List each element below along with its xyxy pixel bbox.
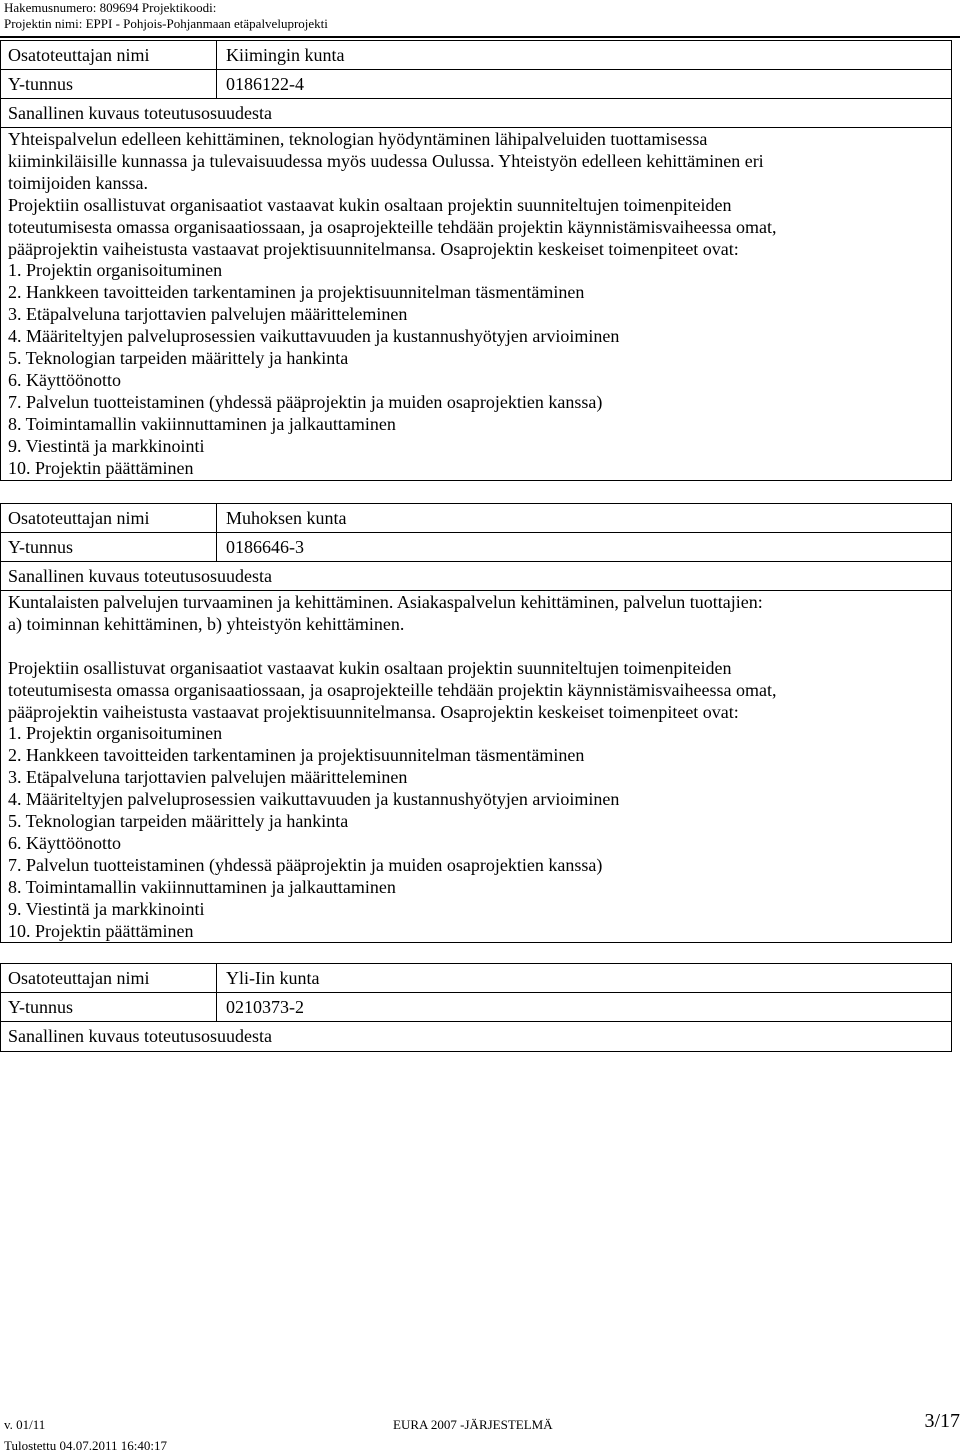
description-line: toteutumisesta omassa organisaatiossaan, ja osaprojekteille tehdään projektin käynnistämisvaiheessa omat,: [8, 679, 777, 700]
description-line: Kuntalaisten palvelujen turvaaminen ja kehittäminen. Asiakaspalvelun kehittäminen, palvelun tuottajien:: [8, 592, 763, 612]
task-item: 9. Viestintä ja markkinointi: [8, 898, 205, 919]
description-line: kiiminkiläisille kunnassa ja tulevaisuudessa myös uudessa Oulussa. Yhteistyön edelleen kehittäminen eri: [8, 150, 764, 171]
partner-block-yli-ii: [0, 963, 952, 1052]
description-text: [1, 591, 951, 942]
ytunnus-label: Y-tunnus: [1, 993, 217, 1021]
page-number: 3/17: [924, 1410, 960, 1432]
ytunnus-row: [1, 533, 951, 562]
task-item: 8. Toimintamallin vakiinnuttaminen ja jalkauttaminen: [8, 876, 396, 897]
description-line: Yhteispalvelun edelleen kehittäminen, teknologian hyödyntäminen lähipalveluiden tuottamisessa: [8, 129, 708, 149]
task-item: 5. Teknologian tarpeiden määrittely ja hankinta: [8, 811, 349, 832]
partner-name-value: Muhoksen kunta: [226, 508, 347, 528]
description-line: Projektiin osallistuvat organisaatiot vastaavat kukin osaltaan projektin suunniteltujen toimenpiteiden: [8, 194, 732, 215]
ytunnus-label: Y-tunnus: [1, 70, 217, 98]
description-label-row: [1, 99, 951, 128]
description-label: Sanallinen kuvaus toteutusosuudesta: [8, 1026, 272, 1046]
partner-name-row: [1, 504, 951, 533]
task-item: 7. Palvelun tuotteistaminen (yhdessä pääprojektin ja muiden osaprojektien kanssa): [8, 391, 603, 412]
partner-name-row: [1, 41, 951, 70]
ytunnus-row: [1, 70, 951, 99]
partner-name-value: Yli-Iin kunta: [226, 968, 320, 988]
description-line: pääprojektin vaiheistusta vastaavat projektisuunnitelmansa. Osaprojektin keskeiset toimenpiteet ovat:: [8, 701, 739, 722]
task-item: 3. Etäpalveluna tarjottavien palvelujen määritteleminen: [8, 304, 408, 325]
ytunnus-label: Y-tunnus: [1, 533, 217, 561]
ytunnus-value: 0186646-3: [226, 537, 304, 557]
description-label-row: [1, 562, 951, 591]
ytunnus-value: 0186122-4: [226, 74, 304, 94]
partner-name-label: Osatoteuttajan nimi: [1, 504, 217, 532]
task-item: 10. Projektin päättäminen: [8, 920, 194, 941]
partner-name-row: [1, 964, 951, 993]
task-item: 3. Etäpalveluna tarjottavien palvelujen määritteleminen: [8, 767, 408, 788]
description-line: Projektiin osallistuvat organisaatiot vastaavat kukin osaltaan projektin suunniteltujen toimenpiteiden: [8, 657, 732, 678]
partner-name-label: Osatoteuttajan nimi: [1, 964, 217, 992]
description-label: Sanallinen kuvaus toteutusosuudesta: [8, 566, 272, 586]
description-line: toimijoiden kanssa.: [8, 172, 148, 193]
description-line: toteutumisesta omassa organisaatiossaan, ja osaprojekteille tehdään projektin käynnistämisvaiheessa omat,: [8, 216, 777, 237]
print-timestamp: Tulostettu 04.07.2011 16:40:17: [4, 1438, 168, 1453]
partner-name-value: Kiimingin kunta: [226, 45, 345, 65]
project-name: Projektin nimi: EPPI - Pohjois-Pohjanmaan etäpalveluprojekti: [4, 16, 328, 31]
task-item: 4. Määriteltyjen palveluprosessien vaikuttavuuden ja kustannushyötyjen arvioiminen: [8, 326, 620, 347]
ytunnus-value: 0210373-2: [226, 997, 304, 1017]
task-item: 8. Toimintamallin vakiinnuttaminen ja jalkauttaminen: [8, 413, 396, 434]
ytunnus-row: [1, 993, 951, 1022]
document-header: [4, 0, 328, 32]
header-divider: [0, 36, 960, 38]
description-text: [1, 128, 951, 480]
task-item: 4. Määriteltyjen palveluprosessien vaikuttavuuden ja kustannushyötyjen arvioiminen: [8, 789, 620, 810]
task-item: 9. Viestintä ja markkinointi: [8, 435, 205, 456]
partner-block-kiiminki: [0, 40, 952, 481]
task-item: 5. Teknologian tarpeiden määrittely ja hankinta: [8, 348, 349, 369]
form-version: v. 01/11: [4, 1417, 46, 1432]
description-line: a) toiminnan kehittäminen, b) yhteistyön kehittäminen.: [8, 613, 405, 634]
task-item: 10. Projektin päättäminen: [8, 457, 194, 478]
task-item: 6. Käyttöönotto: [8, 369, 121, 390]
description-line: pääprojektin vaiheistusta vastaavat projektisuunnitelmansa. Osaprojektin keskeiset toimenpiteet ovat:: [8, 238, 739, 259]
paragraph-gap: [8, 636, 947, 658]
partner-name-label: Osatoteuttajan nimi: [1, 41, 217, 69]
system-name: EURA 2007 -JÄRJESTELMÄ: [393, 1417, 553, 1432]
task-item: 7. Palvelun tuotteistaminen (yhdessä pääprojektin ja muiden osaprojektien kanssa): [8, 854, 603, 875]
task-item: 2. Hankkeen tavoitteiden tarkentaminen ja projektisuunnitelman täsmentäminen: [8, 282, 585, 303]
task-item: 6. Käyttöönotto: [8, 832, 121, 853]
description-label: Sanallinen kuvaus toteutusosuudesta: [8, 103, 272, 123]
description-label-row: [1, 1022, 951, 1051]
task-item: 1. Projektin organisoituminen: [8, 723, 223, 744]
partner-block-muhos: [0, 503, 952, 943]
task-item: 2. Hankkeen tavoitteiden tarkentaminen ja projektisuunnitelman täsmentäminen: [8, 745, 585, 766]
application-number: Hakemusnumero: 809694 Projektikoodi:: [4, 0, 217, 15]
task-item: 1. Projektin organisoituminen: [8, 260, 223, 281]
